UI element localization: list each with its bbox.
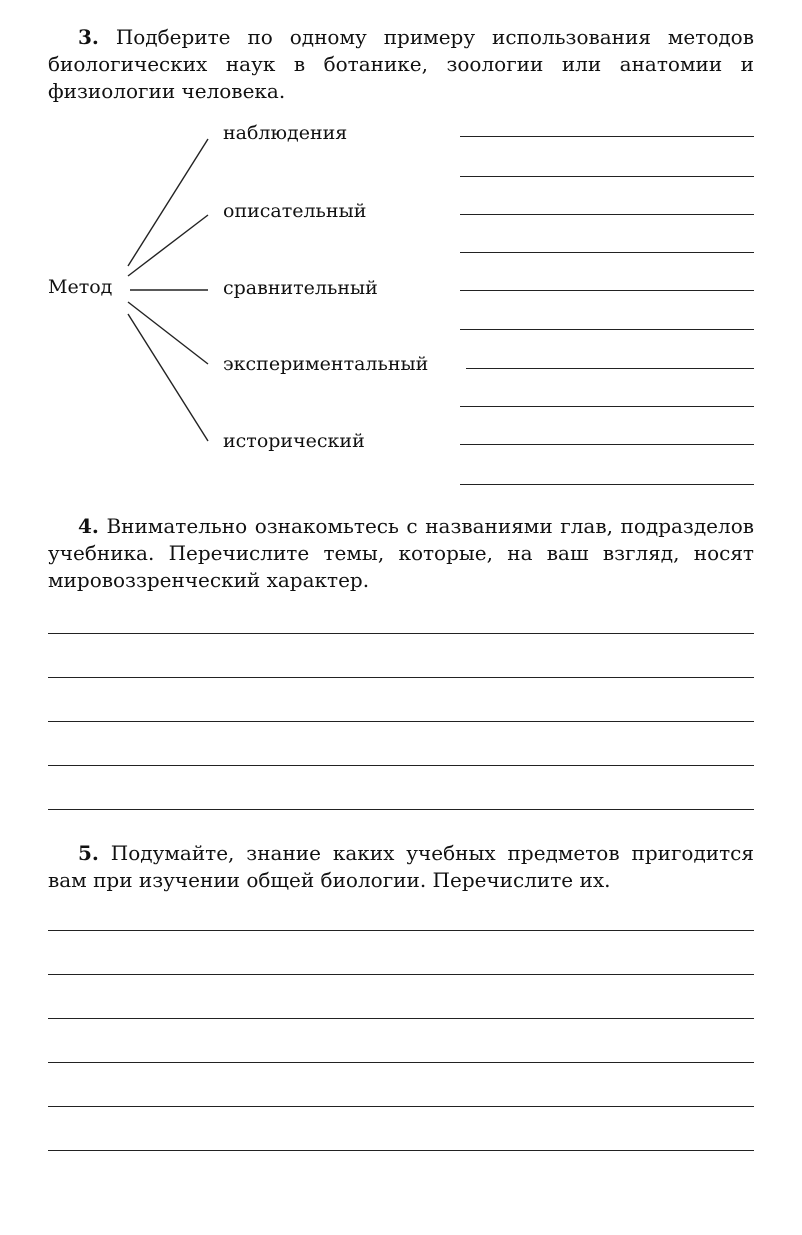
answer-line[interactable]	[460, 176, 754, 177]
answer-line[interactable]	[460, 484, 754, 485]
answer-line[interactable]	[48, 930, 754, 931]
answer-line[interactable]	[460, 290, 754, 291]
task-3-text: Подберите по одному примеру использования методов биологических наук в ботанике, зоологии или анатомии и физиологии человека.	[48, 25, 754, 103]
task-4	[48, 513, 754, 594]
answer-line[interactable]	[48, 765, 754, 766]
answer-line[interactable]	[460, 214, 754, 215]
answer-line[interactable]	[48, 1106, 754, 1107]
answer-line[interactable]	[48, 809, 754, 810]
task-5-number: 5.	[78, 841, 99, 865]
method-comparative: сравнительный	[223, 277, 378, 299]
answer-line[interactable]	[48, 1150, 754, 1151]
method-experimental: экспериментальный	[223, 353, 429, 375]
task-5-text: Подумайте, знание каких учебных предметов пригодится вам при изучении общей биологии. Перечислите их.	[48, 841, 754, 892]
answer-line[interactable]	[48, 633, 754, 634]
answer-line[interactable]	[48, 721, 754, 722]
task-4-number: 4.	[78, 514, 99, 538]
method-historical: исторический	[223, 430, 365, 452]
answer-line[interactable]	[466, 368, 754, 369]
task-5	[48, 840, 754, 894]
answer-line[interactable]	[48, 1062, 754, 1063]
answer-line[interactable]	[48, 677, 754, 678]
task-3-number: 3.	[78, 25, 99, 49]
answer-line[interactable]	[48, 974, 754, 975]
answer-line[interactable]	[460, 252, 754, 253]
answer-line[interactable]	[460, 329, 754, 330]
answer-line[interactable]	[48, 1018, 754, 1019]
connector-observation	[128, 139, 208, 266]
method-descriptive: описательный	[223, 200, 367, 222]
connector-descriptive	[128, 215, 208, 276]
answer-line[interactable]	[460, 136, 754, 137]
task-4-text: Внимательно ознакомьтесь с названиями глав, подразделов учебника. Перечислите темы, которые, на ваш взгляд, носят мировоззренческий характер.	[48, 514, 754, 592]
method-root-label: Метод	[48, 276, 113, 298]
answer-line[interactable]	[460, 444, 754, 445]
answer-line[interactable]	[460, 406, 754, 407]
method-observation: наблюдения	[223, 122, 348, 144]
